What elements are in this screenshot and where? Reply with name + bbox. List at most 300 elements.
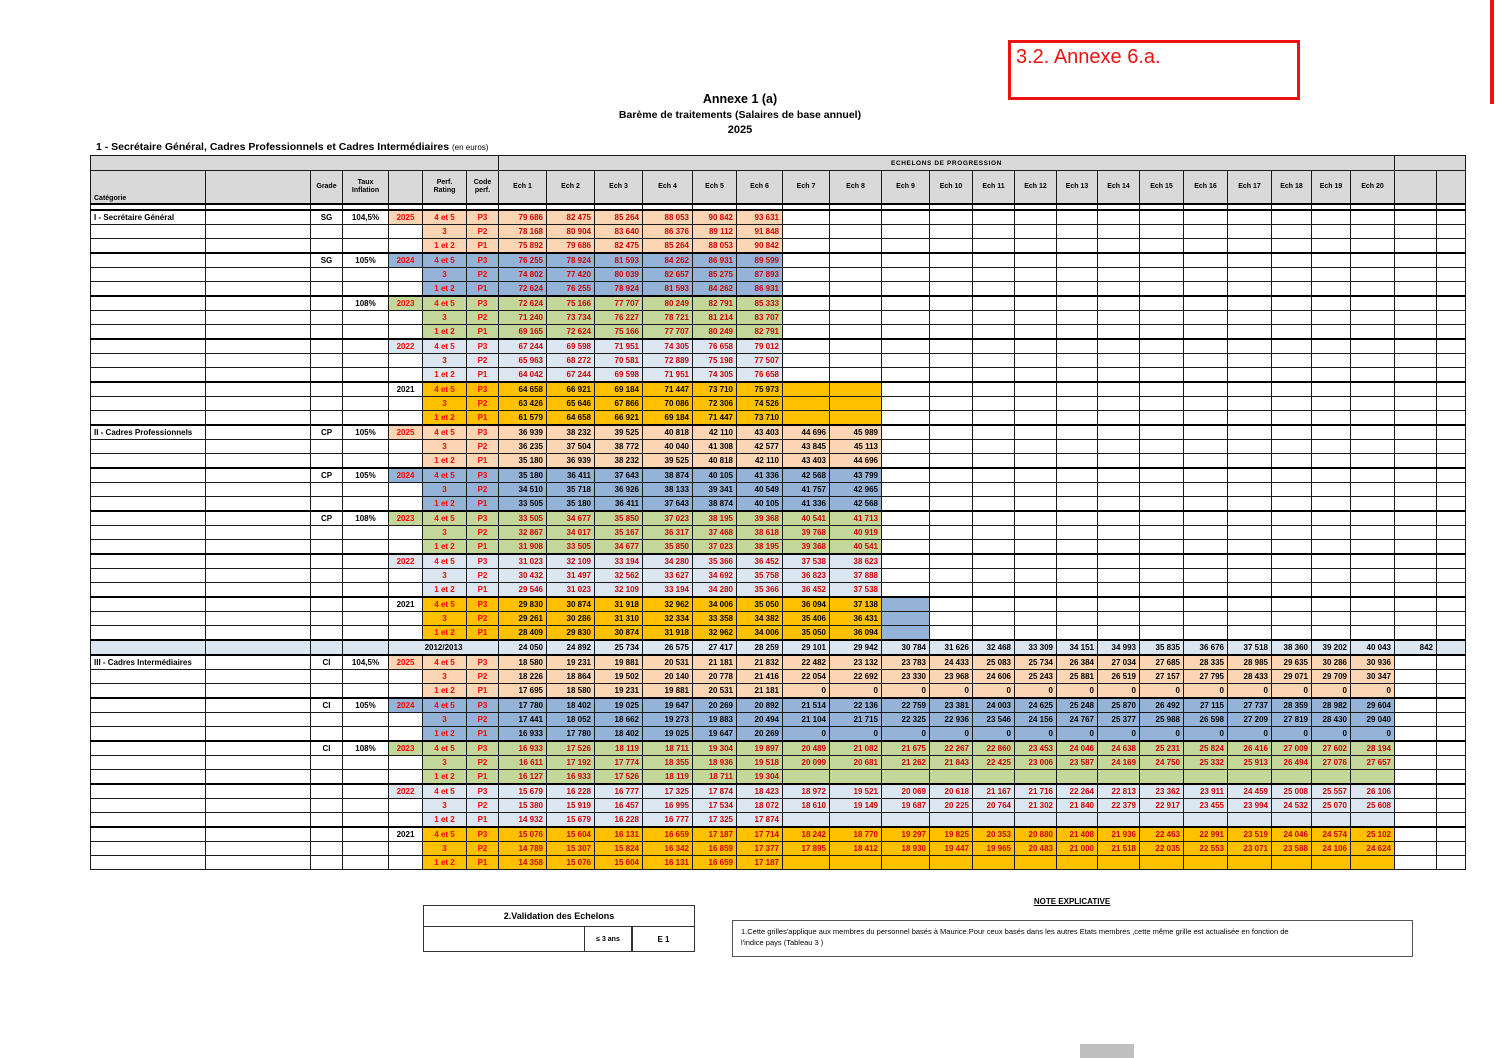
cell-empty [830,238,882,253]
cell-category [91,310,206,324]
cell-value: 17 780 [499,698,547,713]
cell-value: 78 168 [499,224,547,238]
cell-empty [973,496,1015,511]
cell-code-perf: P2 [467,396,499,410]
cell-empty [1312,511,1351,526]
cell-value: 0 [1312,683,1351,698]
cell-empty [1351,568,1395,582]
cell-empty [1312,224,1351,238]
cell-value: 16 228 [547,784,595,799]
cell-category [91,525,206,539]
cell-value: 0 [1228,726,1272,741]
cell-notes [206,582,311,597]
cell-empty-colored [830,382,882,397]
cell-extra [1395,625,1437,640]
cell-grade [311,539,343,554]
cell-value: 88 053 [693,238,737,253]
cell-empty [973,367,1015,382]
cell-value: 22 759 [882,698,930,713]
cell-perf-rating: 1 et 2 [423,812,467,827]
cell-value: 32 334 [643,611,693,625]
cell-value: 36 411 [595,496,643,511]
cell-value: 0 [1140,726,1184,741]
cell-grade [311,396,343,410]
cell-notes [206,210,311,225]
cell-value: 16 933 [547,769,595,784]
cell-extra [1395,741,1437,756]
cell-empty [783,296,830,311]
cell-extra [1437,353,1466,367]
cell-empty [1098,281,1140,296]
cell-empty-colored [882,597,930,612]
cell-notes [206,496,311,511]
cell-value: 22 425 [973,755,1015,769]
validation-duration-cell: ≤ 3 ans [584,927,632,952]
cell-value: 34 510 [499,482,547,496]
cell-value: 26 598 [1184,712,1228,726]
col-header-ech: Ech 18 [1272,171,1312,204]
cell-value: 20 880 [1015,827,1057,842]
cell-value: 37 888 [830,568,882,582]
cell-empty-colored [1098,769,1140,784]
cell-notes [206,425,311,440]
cell-empty [930,597,973,612]
cell-taux [343,453,389,468]
cell-value: 38 874 [643,468,693,483]
cell-empty [1351,267,1395,281]
cell-taux: 108% [343,741,389,756]
cell-value: 14 932 [499,812,547,827]
cell-empty [783,310,830,324]
cell-value: 15 076 [499,827,547,842]
cell-value: 14 358 [499,855,547,869]
cell-notes [206,525,311,539]
cell-empty [1228,439,1272,453]
cell-empty [1272,568,1312,582]
table-row [91,253,1466,268]
cell-value: 84 262 [693,281,737,296]
cell-empty [1098,625,1140,640]
cell-value: 18 580 [499,655,547,670]
cell-category [91,798,206,812]
cell-value: 19 231 [595,683,643,698]
cell-empty [783,224,830,238]
cell-empty [1312,410,1351,425]
cell-year [389,267,423,281]
cell-empty [830,353,882,367]
cell-empty [783,339,830,354]
cell-value: 31 908 [499,539,547,554]
cell-empty [1140,339,1184,354]
cell-value: 17 895 [783,841,830,855]
cell-empty [1098,367,1140,382]
cell-notes [206,611,311,625]
cell-empty [1272,468,1312,483]
cell-perf-rating: 1 et 2 [423,855,467,869]
cell-empty [1351,625,1395,640]
cell-value: 82 791 [693,296,737,311]
cell-empty [1312,597,1351,612]
cell-category [91,640,206,655]
validation-level-cell: E 1 [632,927,695,952]
cell-empty [930,496,973,511]
cell-taux [343,597,389,612]
cell-empty [930,353,973,367]
cell-perf-rating: 4 et 5 [423,655,467,670]
cell-empty [1057,511,1098,526]
cell-value: 25 231 [1140,741,1184,756]
salary-scale-table [90,155,1466,870]
cell-value: 19 304 [737,769,783,784]
cell-empty-colored [1015,855,1057,869]
cell-extra [1395,525,1437,539]
cell-value: 36 823 [783,568,830,582]
cell-grade [311,238,343,253]
cell-year: 2023 [389,296,423,311]
cell-category [91,367,206,382]
table-row [91,741,1466,756]
cell-value: 20 269 [693,698,737,713]
cell-perf-rating: 1 et 2 [423,410,467,425]
cell-empty [882,339,930,354]
cell-notes [206,224,311,238]
cell-empty [1098,224,1140,238]
cell-value: 70 581 [595,353,643,367]
col-header: Catégorie [91,171,206,204]
cell-value: 21 000 [1057,841,1098,855]
cell-value: 34 280 [643,554,693,569]
cell-value: 23 071 [1228,841,1272,855]
cell-extra [1437,784,1466,799]
cell-notes [206,324,311,339]
cell-value: 36 094 [783,597,830,612]
cell-empty [1057,611,1098,625]
cell-empty [1184,539,1228,554]
table-row [91,525,1466,539]
cell-category [91,554,206,569]
cell-empty [1312,267,1351,281]
cell-code-perf: P2 [467,224,499,238]
cell-taux [343,640,389,655]
cell-value: 17 695 [499,683,547,698]
cell-value: 17 526 [547,741,595,756]
cell-empty [1184,439,1228,453]
col-header-ech: Ech 2 [547,171,595,204]
cell-empty [1272,367,1312,382]
band-row [91,156,1466,171]
cell-empty [1015,539,1057,554]
cell-perf-rating: 3 [423,396,467,410]
cell-value: 71 447 [643,382,693,397]
cell-value: 31 918 [595,597,643,612]
cell-empty [1272,210,1312,225]
cell-empty [1140,210,1184,225]
cell-empty [1228,597,1272,612]
cell-empty [1015,482,1057,496]
cell-value: 79 686 [547,238,595,253]
cell-empty [1057,367,1098,382]
cell-empty [1140,324,1184,339]
cell-grade [311,267,343,281]
cell-perf-rating: 3 [423,755,467,769]
cell-value: 34 692 [693,568,737,582]
cell-empty [1184,525,1228,539]
cell-empty [1312,439,1351,453]
cell-taux [343,310,389,324]
cell-empty-colored [783,382,830,397]
cell-empty [1015,396,1057,410]
cell-value: 24 169 [1098,755,1140,769]
cell-notes [206,769,311,784]
cell-taux [343,339,389,354]
cell-extra [1437,267,1466,281]
cell-value: 35 050 [783,625,830,640]
cell-grade: SG [311,253,343,268]
cell-empty [1015,582,1057,597]
cell-notes [206,698,311,713]
cell-perf-rating: 4 et 5 [423,554,467,569]
cell-empty [1312,539,1351,554]
cell-value: 36 317 [643,525,693,539]
cell-empty [882,568,930,582]
cell-value-tail: 842 [1395,640,1437,655]
cell-grade [311,496,343,511]
cell-extra [1437,741,1466,756]
cell-empty [1098,425,1140,440]
cell-value: 0 [1140,683,1184,698]
col-header-ech: Ech 4 [643,171,693,204]
cell-empty [1140,224,1184,238]
cell-value: 20 483 [1015,841,1057,855]
cell-value: 30 347 [1351,669,1395,683]
cell-grade [311,712,343,726]
cell-notes [206,410,311,425]
cell-perf-rating: 3 [423,712,467,726]
cell-taux: 104,5% [343,210,389,225]
cell-empty [930,511,973,526]
cell-value: 31 918 [643,625,693,640]
cell-empty [1351,296,1395,311]
cell-empty [830,281,882,296]
cell-empty [1184,281,1228,296]
cell-value: 25 988 [1140,712,1184,726]
cell-code-perf: P2 [467,439,499,453]
cell-year: 2022 [389,339,423,354]
cell-empty [1184,339,1228,354]
cell-value: 74 526 [737,396,783,410]
cell-perf-rating: 1 et 2 [423,324,467,339]
cell-perf-rating: 3 [423,841,467,855]
cell-value: 23 994 [1228,798,1272,812]
cell-value: 27 795 [1184,669,1228,683]
cell-value: 0 [830,683,882,698]
cell-value: 71 951 [595,339,643,354]
cell-value: 78 721 [643,310,693,324]
cell-value: 69 184 [643,410,693,425]
cell-empty [1312,611,1351,625]
cell-value: 16 777 [643,812,693,827]
cell-empty [1272,539,1312,554]
cell-category [91,726,206,741]
cell-code-perf: P1 [467,769,499,784]
cell-empty [930,582,973,597]
table-row [91,640,1466,655]
cell-code-perf: P1 [467,539,499,554]
cell-notes [206,855,311,869]
cell-value: 18 580 [547,683,595,698]
cell-value: 81 593 [643,281,693,296]
cell-grade [311,784,343,799]
cell-value: 24 625 [1015,698,1057,713]
cell-empty-colored [930,769,973,784]
cell-code-perf: P1 [467,812,499,827]
cell-year [389,855,423,869]
table-row [91,683,1466,698]
cell-empty [1351,310,1395,324]
cell-empty [1228,339,1272,354]
cell-category [91,453,206,468]
cell-value: 21 843 [930,755,973,769]
cell-empty [1272,353,1312,367]
header-row [91,171,1466,204]
cell-empty [830,367,882,382]
col-header-ech: Ech 13 [1057,171,1098,204]
cell-extra [1395,439,1437,453]
cell-empty [882,468,930,483]
cell-notes [206,683,311,698]
col-header-ech: Ech 8 [830,171,882,204]
cell-empty-colored [830,396,882,410]
cell-value: 29 709 [1312,669,1351,683]
table-row [91,382,1466,397]
cell-extra [1437,683,1466,698]
cell-extra [1437,324,1466,339]
cell-value: 29 101 [783,640,830,655]
cell-empty [1098,468,1140,483]
cell-code-perf: P3 [467,210,499,225]
cell-value: 31 626 [930,640,973,655]
cell-empty [1351,253,1395,268]
cell-year: 2024 [389,468,423,483]
cell-grade [311,568,343,582]
cell-value: 91 848 [737,224,783,238]
cell-value: 28 430 [1312,712,1351,726]
cell-empty [1312,525,1351,539]
cell-empty [1098,453,1140,468]
cell-extra [1437,669,1466,683]
cell-value: 30 874 [547,597,595,612]
cell-empty [1272,410,1312,425]
cell-value: 38 360 [1272,640,1312,655]
cell-value: 17 526 [595,769,643,784]
cell-notes [206,453,311,468]
cell-value: 36 452 [737,554,783,569]
cell-extra [1395,410,1437,425]
cell-empty-colored [783,396,830,410]
cell-value: 27 417 [693,640,737,655]
cell-value: 85 275 [693,267,737,281]
cell-extra [1395,496,1437,511]
cell-value: 25 734 [1015,655,1057,670]
table-row [91,597,1466,612]
cell-value: 75 198 [693,353,737,367]
cell-empty [973,410,1015,425]
cell-value: 16 859 [693,841,737,855]
cell-empty-colored [973,769,1015,784]
cell-value: 17 774 [595,755,643,769]
cell-value: 85 264 [595,210,643,225]
cell-year [389,396,423,410]
cell-extra [1395,482,1437,496]
cell-empty [882,482,930,496]
cell-value: 25 332 [1184,755,1228,769]
cell-empty [1312,253,1351,268]
cell-taux [343,382,389,397]
cell-perf-rating: 3 [423,798,467,812]
cell-extra [1437,238,1466,253]
cell-perf-rating: 3 [423,267,467,281]
cell-empty-colored [1272,812,1312,827]
table-row [91,468,1466,483]
cell-value: 16 457 [595,798,643,812]
cell-empty [1351,525,1395,539]
cell-perf-rating: 4 et 5 [423,741,467,756]
cell-grade [311,367,343,382]
cell-empty [1312,310,1351,324]
cell-value: 27 657 [1351,755,1395,769]
cell-empty [973,238,1015,253]
cell-empty [1184,267,1228,281]
cell-value: 0 [1272,683,1312,698]
table-row [91,496,1466,511]
cell-empty [1057,324,1098,339]
cell-extra [1437,841,1466,855]
cell-empty [1228,425,1272,440]
cell-value: 67 244 [547,367,595,382]
cell-empty [1057,582,1098,597]
cell-value: 18 242 [783,827,830,842]
cell-value: 37 643 [643,496,693,511]
table-row [91,669,1466,683]
cell-extra [1437,224,1466,238]
cell-value: 35 850 [643,539,693,554]
cell-category [91,396,206,410]
cell-empty [1351,482,1395,496]
cell-value: 90 842 [693,210,737,225]
cell-value: 16 131 [643,855,693,869]
cell-grade [311,339,343,354]
cell-value: 19 149 [830,798,882,812]
cell-value: 93 631 [737,210,783,225]
cell-value: 24 606 [973,669,1015,683]
cell-grade: CI [311,655,343,670]
cell-empty [1272,382,1312,397]
cell-extra [1437,367,1466,382]
cell-empty [1057,210,1098,225]
cell-extra [1395,554,1437,569]
cell-empty [1272,281,1312,296]
cell-empty [1184,554,1228,569]
col-header-extra [1395,171,1437,204]
col-header: Grade [311,171,343,204]
cell-category [91,597,206,612]
cell-empty [1015,253,1057,268]
cell-extra [1437,511,1466,526]
cell-empty [973,554,1015,569]
cell-notes [206,841,311,855]
cell-empty [1228,296,1272,311]
cell-taux [343,798,389,812]
